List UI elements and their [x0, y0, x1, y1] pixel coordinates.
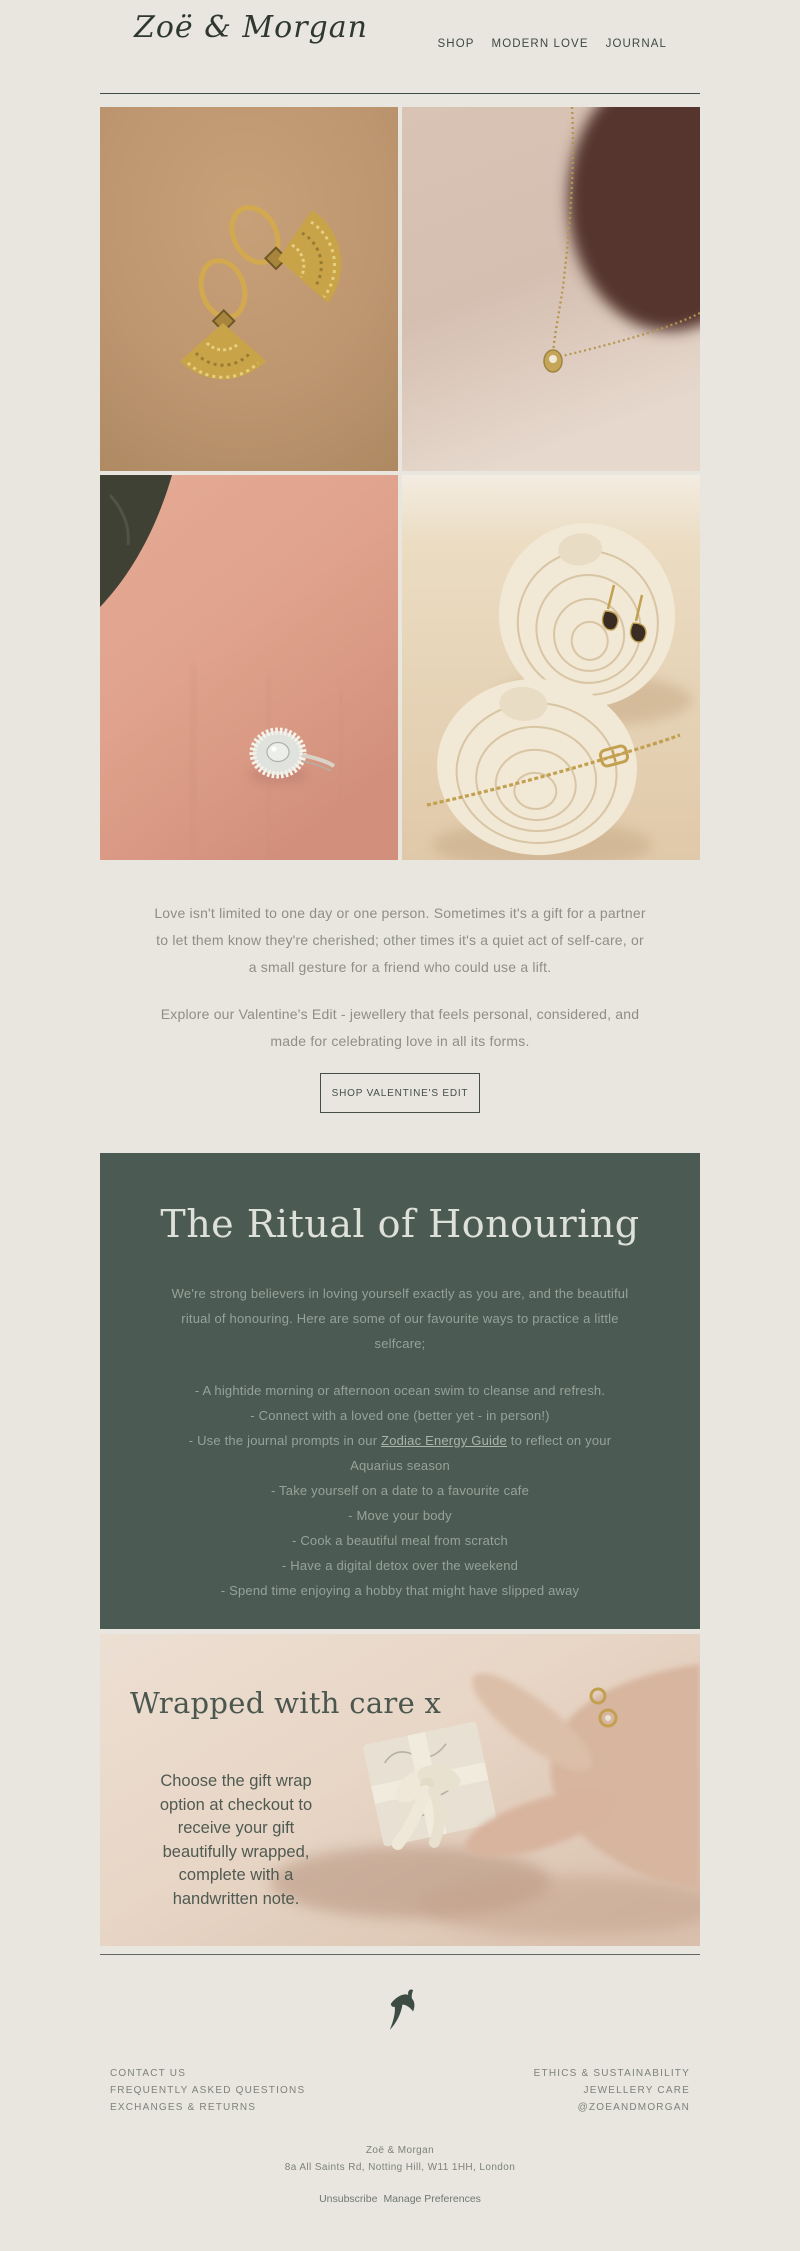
- shop-valentines-edit-button[interactable]: SHOP VALENTINE'S EDIT: [320, 1073, 480, 1113]
- intro-section: [100, 860, 700, 1113]
- footer-link-exchanges-returns[interactable]: EXCHANGES & RETURNS: [110, 2102, 257, 2113]
- selfcare-list: [100, 1378, 700, 1603]
- nav-item-modern-love[interactable]: MODERN LOVE: [491, 38, 589, 50]
- footer-brand-name: Zoë & Morgan: [365, 2145, 435, 2156]
- ritual-text-line: ritual of honouring. Here are some of our favourite ways to practice a little: [181, 1311, 619, 1326]
- selfcare-list-item: - Have a digital detox over the weekend: [281, 1558, 519, 1573]
- gift-wrap-section: [100, 1634, 700, 1946]
- gift-wrap-title: Wrapped with care x: [130, 1686, 442, 1720]
- selfcare-list-item: - Spend time enjoying a hobby that might have slipped away: [220, 1583, 580, 1598]
- footer-link-jewellery-care[interactable]: JEWELLERY CARE: [583, 2085, 690, 2096]
- ritual-text-line: selfcare;: [374, 1336, 426, 1351]
- gift-wrap-text-line: beautifully wrapped,: [162, 1842, 310, 1861]
- hero-photo-necklace[interactable]: [402, 107, 700, 471]
- link-line-post: to reflect on your: [506, 1433, 612, 1448]
- ritual-intro-paragraph: [100, 1281, 700, 1356]
- hero-photo-shells[interactable]: [402, 475, 700, 860]
- nav-item-shop[interactable]: SHOP: [437, 38, 475, 50]
- manage-preferences-link[interactable]: Manage Preferences: [383, 2193, 481, 2205]
- zodiac-energy-guide-link[interactable]: Zodiac Energy Guide: [381, 1433, 507, 1448]
- gift-wrap-text-line: handwritten note.: [172, 1889, 300, 1908]
- footer-link-ethics-sustainability[interactable]: ETHICS & SUSTAINABILITY: [533, 2068, 690, 2079]
- footer-link-faq[interactable]: FREQUENTLY ASKED QUESTIONS: [110, 2085, 306, 2096]
- unsubscribe-link[interactable]: Unsubscribe: [319, 2193, 378, 2205]
- hero-photo-ring-hand[interactable]: [100, 475, 398, 860]
- footer-link-contact-us[interactable]: CONTACT US: [110, 2068, 187, 2079]
- selfcare-list-item: - Cook a beautiful meal from scratch: [291, 1533, 508, 1548]
- selfcare-list-item: - Move your body: [348, 1508, 452, 1523]
- intro-text-line: a small gesture for a friend who could use a lift.: [248, 959, 552, 975]
- swallow-icon: [385, 1988, 416, 2031]
- intro-text-line: Love isn't limited to one day or one person. Sometimes it's a gift for a partner: [154, 905, 646, 921]
- nav-item-journal[interactable]: JOURNAL: [605, 38, 667, 50]
- hero-photo-fan-earrings[interactable]: [100, 107, 398, 471]
- selfcare-list-item: - Connect with a loved one (better yet - in person!): [250, 1408, 550, 1423]
- selfcare-list-item: Aquarius season: [350, 1458, 450, 1473]
- intro-paragraph-2: [100, 1001, 700, 1055]
- footer-links-left: [110, 2065, 305, 2116]
- ritual-of-honouring-section: [100, 1153, 700, 1629]
- intro-text-line: Explore our Valentine's Edit - jewellery that feels personal, considered, and: [160, 1006, 640, 1022]
- footer-links: [100, 2065, 700, 2116]
- selfcare-list-item: [100, 1428, 700, 1453]
- gift-wrap-text-line: Choose the gift wrap: [160, 1772, 312, 1790]
- hero-image-grid: [100, 107, 700, 860]
- intro-text-line: made for celebrating love in all its forms.: [270, 1033, 530, 1049]
- footer-preferences-row: [100, 2193, 700, 2205]
- intro-text-line: to let them know they're cherished; other times it's a quiet act of self-care, or: [156, 932, 644, 948]
- email-body: [100, 0, 700, 2205]
- header-nav: [438, 38, 667, 50]
- footer-address: [100, 2142, 700, 2176]
- brand-logo[interactable]: Zoë & Morgan: [134, 10, 368, 45]
- pendant: [544, 350, 562, 372]
- selfcare-list-item: - Take yourself on a date to a favourite cafe: [270, 1483, 530, 1498]
- ritual-text-line: We're strong believers in loving yourself exactly as you are, and the beautiful: [171, 1286, 629, 1301]
- footer-street-address: 8a All Saints Rd, Notting Hill, W11 1HH, London: [284, 2162, 516, 2173]
- header: [100, 0, 700, 94]
- footer-links-right: [534, 2065, 690, 2116]
- footer-divider: [100, 1954, 700, 1955]
- gift-wrap-text-line: receive your gift: [177, 1819, 295, 1837]
- gift-wrap-text-line: complete with a: [178, 1866, 294, 1884]
- footer-link-instagram-handle[interactable]: @ZOEANDMORGAN: [577, 2102, 690, 2113]
- intro-paragraph-1: [100, 900, 700, 981]
- link-line-pre: - Use the journal prompts in our: [188, 1433, 382, 1448]
- gift-wrap-copy: [136, 1770, 336, 1911]
- selfcare-list-item: - A hightide morning or afternoon ocean swim to cleanse and refresh.: [194, 1383, 606, 1398]
- gift-wrap-text-line: option at checkout to: [159, 1795, 313, 1814]
- ritual-section-title: The Ritual of Honouring: [160, 1202, 640, 1246]
